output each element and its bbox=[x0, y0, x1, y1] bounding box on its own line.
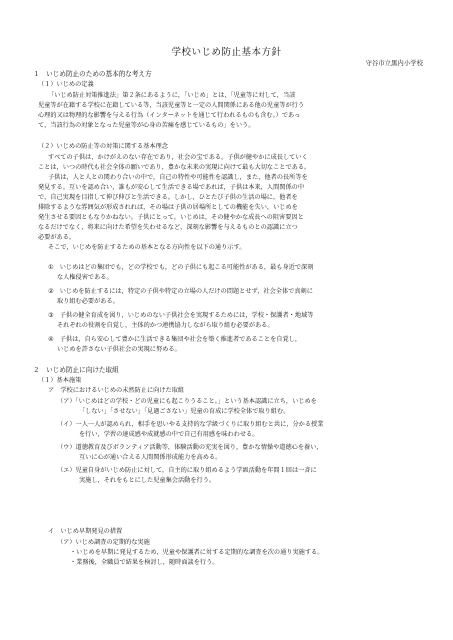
principle-item-1: ① いじめはどの集団でも，どの学校でも，どの子供にも起こる可能性がある，最も身近で深刻 bbox=[48, 264, 314, 271]
text-line: 子供は，人と人との関わり合いの中で，自己の特性や可能性を認識し，また，他者の長所等を bbox=[48, 174, 308, 181]
text-line: 「しない」「させない」「見過ごさない」児童の育成に学校全体で取り組む。 bbox=[79, 408, 290, 415]
section-heading-2: ２ いじめ防止に向けた取組 bbox=[33, 366, 119, 374]
text-line: な人権侵害である。 bbox=[57, 274, 113, 281]
text-line: ことは，いつの時代も社会全体の願いであり，豊かな未来の実現に向けて最も大切なことである。 bbox=[38, 164, 311, 171]
text-line: それぞれの役割を自覚し，主体的かつ連携協力しながら取り組む必要がある。 bbox=[57, 322, 274, 329]
principle-item-4: ④ 子供は，自ら安心して豊かに生活できる集団や社会を築く推進者であることを自覚し， bbox=[48, 336, 302, 343]
text-line: （ウ）道徳教育及びボランティア活動等，体験活動の充実を図り，豊かな情操や道徳心を養い， bbox=[57, 444, 323, 451]
text-line: （ア）「いじめはどの学校・どの児童にも起こりうること。」という基本認識に立ち，いじめを bbox=[57, 398, 317, 405]
item-heading-a: ア 学校におけるいじめの未然防止に向けた取組 bbox=[48, 387, 185, 394]
text-line: （エ）児童自身がいじめ防止に対して，自主的に取り組めるよう学級活動を年間１回は一斉に bbox=[57, 467, 317, 474]
subheading-definition: （１）いじめの定義 bbox=[38, 81, 94, 88]
text-line: 児童等が在籍する学校に在籍している等，当該児童等と一定の人間関係にある他の児童等が行う bbox=[38, 102, 305, 109]
text-line: 必要がある。 bbox=[38, 234, 76, 241]
text-line: 心理的又は物理的な影響を与える行為（インターネットを通じて行われるものも含む。）であっ bbox=[38, 112, 301, 119]
text-line: 互いに心が通い合える人間関係形成能力を高める。 bbox=[79, 454, 222, 461]
text-line: 発生させる要因ともなりかねない。子供にとって，いじめは，その健やかな成長への阻害要因と bbox=[38, 214, 304, 221]
text-line: 排除するような雰囲気が形成されれば，その場は子供の居場所としての機能を失い，いじめを bbox=[38, 204, 298, 211]
item-heading-i: イ いじめ早期発見の措置 bbox=[48, 528, 123, 535]
principle-item-3: ③ 子供の健全育成を図り，いじめのない子供社会を実現するためには，学校・保護者・地域等 bbox=[48, 312, 314, 319]
text-line: （ア）いじめ調査の定期的な実施 bbox=[57, 539, 150, 546]
text-line: 「いじめ防止対策推進法」第２条にあるように，「いじめ」とは，「児童等に対して，当該 bbox=[48, 92, 296, 99]
text-line: て，当該行為の対象となった児童等が心身の苦痛を感じているもの」をいう。 bbox=[38, 122, 255, 129]
section-heading-1: １ いじめ防止のための基本的な考え方 bbox=[33, 70, 152, 78]
text-line: 発見する。互いを認め合い，誰もが安心して生活できる場であれば，子供は本来，人間関係の中 bbox=[38, 184, 305, 191]
text-line: いじめを許さない子供社会の実現に努める。 bbox=[57, 346, 181, 353]
principle-item-2: ② いじめを防止するには，特定の子供や特定の立場の人だけの問題とせず，社会全体で真剣に bbox=[48, 288, 313, 295]
text-line: ・いじめを早期に発見するため，児童や保護者に対する定期的な調査を次の通り実施する。 bbox=[70, 549, 324, 556]
document-title: 学校いじめ防止基本方針 bbox=[171, 47, 282, 58]
text-line: ・業務後，全職員で結果を検討し，随時面談を行う。 bbox=[70, 559, 219, 566]
text-line: すべての子供は，かけがえのない存在であり，社会の宝である。子供が健やかに成長していく bbox=[48, 154, 308, 161]
text-line: （イ）一人一人が認められ，相手を思いやる支持的な学級づくりに取り組むと共に，分かる授業 bbox=[57, 421, 324, 428]
text-line: で，自己実現を目指して伸び伸びと生活できる。しかし，ひとたび子供の生活の場に，他者を bbox=[38, 194, 298, 201]
subheading-principles: （２）いじめの防止等の対策に関する基本理念 bbox=[38, 143, 168, 150]
text-line: を行い，学習の達成感や成就感の中で自己有用感を味わわせる。 bbox=[79, 431, 259, 438]
school-name: 守谷市立黒内小学校 bbox=[365, 59, 423, 67]
text-line: 実施し，それをもとにした児童集会活動を行う。 bbox=[79, 477, 216, 484]
text-line: そこで，いじめを防止するための基本となる方向性を以下の通り示す。 bbox=[48, 244, 246, 251]
text-line: なるだけでなく，将来に向けた希望を失わせるなど，深刻な影響を与えるものとの認識に立つ bbox=[38, 224, 298, 231]
subheading-basic-measures: （１）基本施策 bbox=[38, 377, 82, 384]
text-line: 取り組む必要がある。 bbox=[57, 298, 119, 305]
